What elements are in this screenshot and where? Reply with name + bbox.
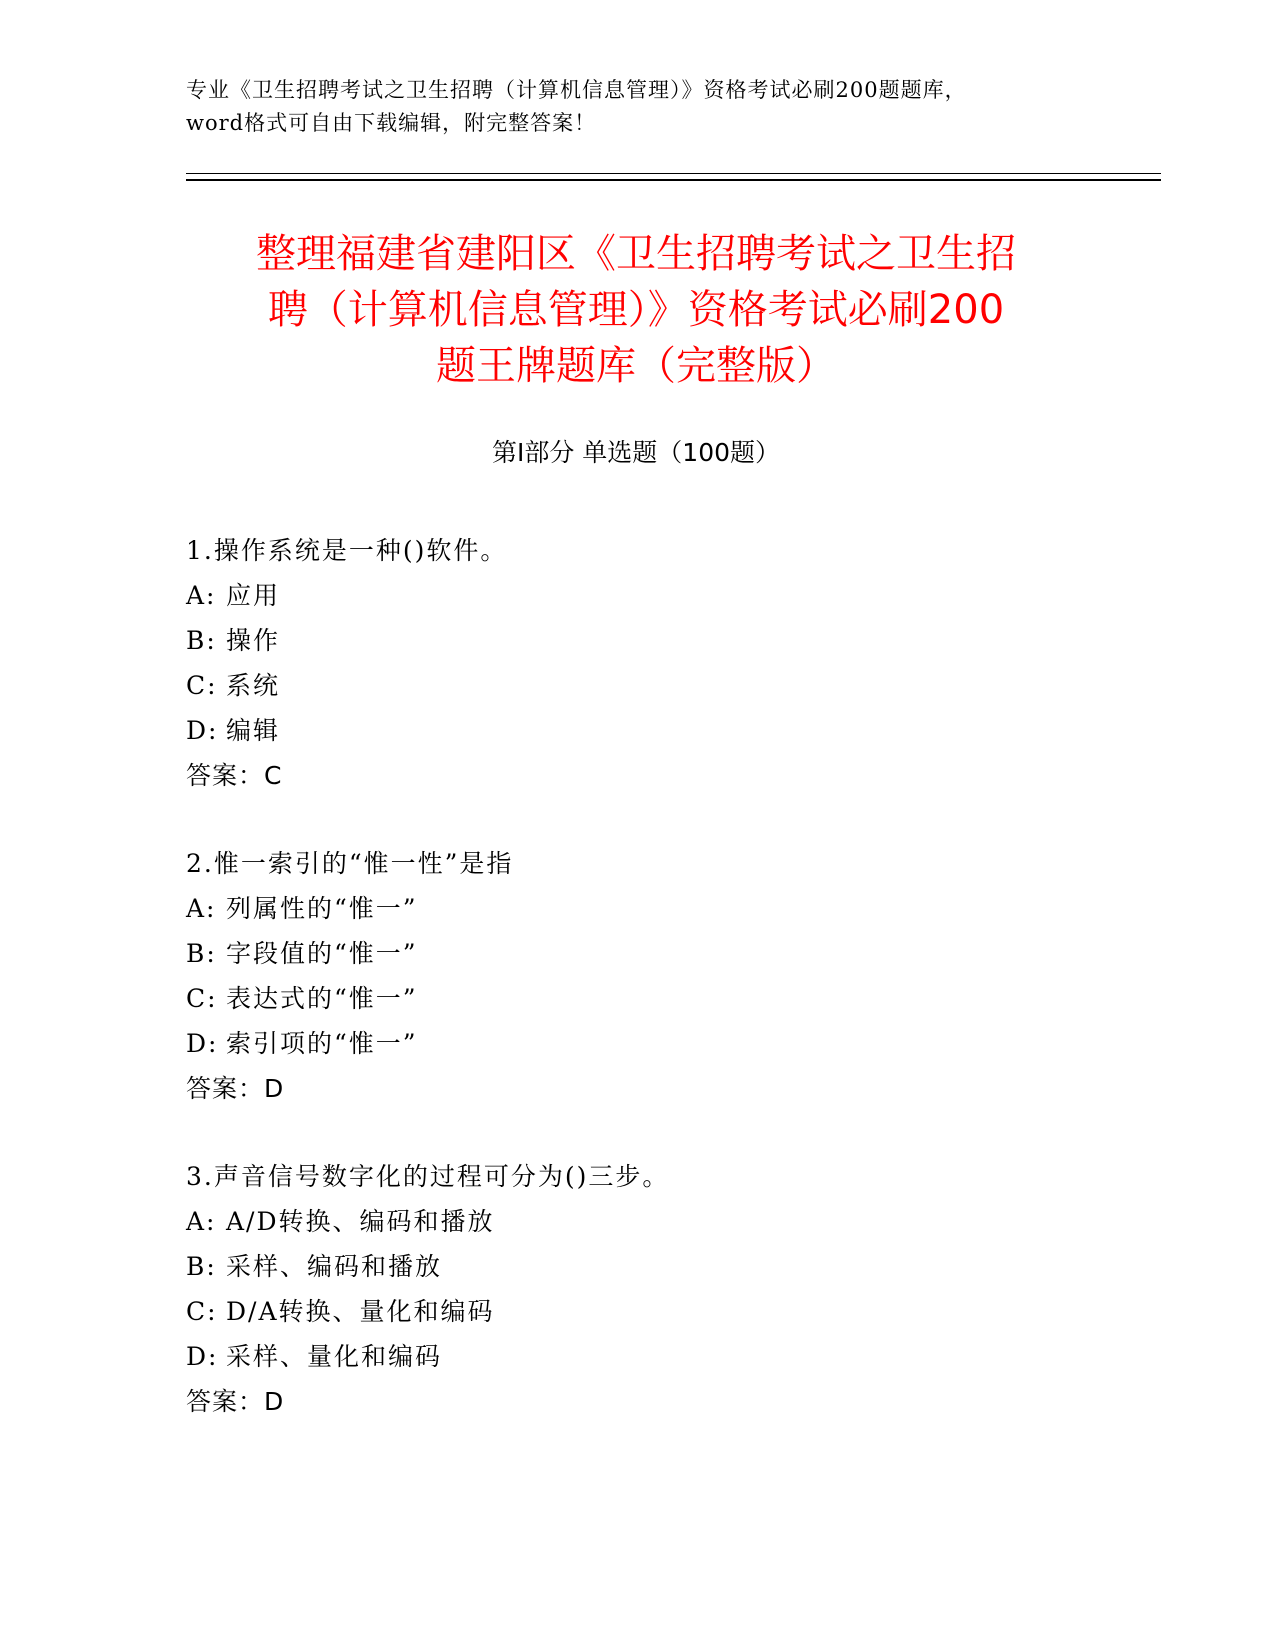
option-key: C: — [186, 671, 218, 700]
option-text: D/A转换、量化和编码 — [226, 1297, 495, 1326]
option-key: D: — [186, 1029, 219, 1058]
option-text: 操作 — [226, 626, 281, 655]
question-list — [186, 528, 1086, 1467]
option-a — [186, 573, 1086, 618]
section-title: 第Ⅰ部分 单选题（100题） — [491, 438, 781, 467]
answer-line: 答案：D — [186, 1074, 285, 1103]
option-text: 索引项的“惟一” — [226, 1029, 418, 1058]
option-text: 采样、量化和编码 — [226, 1342, 443, 1371]
option-key: A: — [186, 894, 217, 923]
header-rule-thin — [186, 173, 1161, 174]
option-d — [186, 1334, 1086, 1379]
option-key: B: — [186, 1252, 217, 1281]
option-text: 字段值的“惟一” — [226, 939, 418, 968]
document-title-line-1: 整理福建省建阳区《卫生招聘考试之卫生招 — [256, 231, 1016, 277]
option-text: 表达式的“惟一” — [226, 984, 418, 1013]
option-key: D: — [186, 1342, 219, 1371]
answer-line: 答案：C — [186, 761, 283, 790]
option-text: A/D转换、编码和播放 — [226, 1207, 495, 1236]
document-title — [186, 226, 1086, 394]
option-d — [186, 708, 1086, 753]
header-note — [186, 74, 1086, 140]
option-key: B: — [186, 939, 217, 968]
option-text: 系统 — [226, 671, 281, 700]
option-key: C: — [186, 1297, 218, 1326]
option-key: D: — [186, 716, 219, 745]
option-key: A: — [186, 581, 217, 610]
header-rule-thick — [186, 179, 1161, 181]
question-stem: 3.声音信号数字化的过程可分为()三步。 — [186, 1162, 670, 1191]
option-b — [186, 931, 1086, 976]
question-1 — [186, 528, 1086, 798]
option-key: B: — [186, 626, 217, 655]
option-text: 应用 — [226, 581, 281, 610]
option-d — [186, 1021, 1086, 1066]
question-3 — [186, 1154, 1086, 1424]
header-note-line-1: 专业《卫生招聘考试之卫生招聘（计算机信息管理）》资格考试必刷200题题库， — [186, 78, 967, 102]
question-stem: 2.惟一索引的“惟一性”是指 — [186, 849, 514, 878]
document-title-line-2: 聘（计算机信息管理）》资格考试必刷200 — [267, 287, 1005, 333]
option-text: 采样、编码和播放 — [226, 1252, 443, 1281]
header-note-line-2: word格式可自由下载编辑，附完整答案！ — [186, 111, 597, 135]
answer-line: 答案：D — [186, 1387, 285, 1416]
option-c — [186, 976, 1086, 1021]
option-b — [186, 618, 1086, 663]
option-a — [186, 886, 1086, 931]
document-title-line-3: 题王牌题库（完整版） — [436, 343, 836, 389]
question-2 — [186, 841, 1086, 1111]
option-text: 编辑 — [226, 716, 281, 745]
option-text: 列属性的“惟一” — [226, 894, 418, 923]
option-key: C: — [186, 984, 218, 1013]
option-a — [186, 1199, 1086, 1244]
question-stem: 1.操作系统是一种()软件。 — [186, 536, 508, 565]
option-c — [186, 663, 1086, 708]
option-c — [186, 1289, 1086, 1334]
option-b — [186, 1244, 1086, 1289]
option-key: A: — [186, 1207, 217, 1236]
